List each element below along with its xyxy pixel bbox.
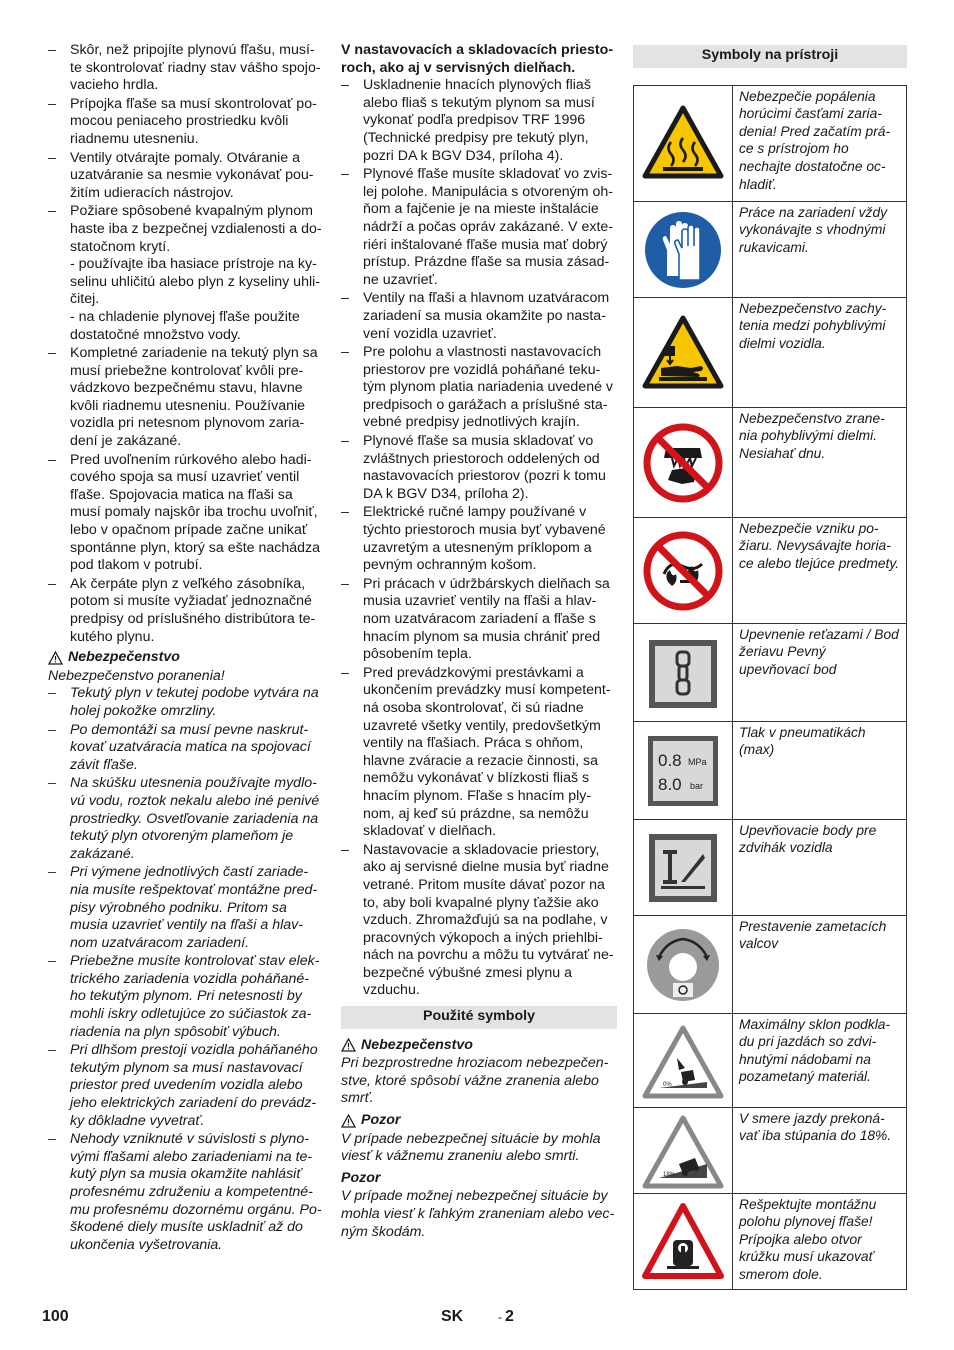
symbol-description: Prestavenie zametacích valcov: [733, 915, 907, 1013]
list-item: – Ventily otvárajte pomaly. Otváranie a uzatváranie sa nesmie vykonávať pou-žitím udieracích nástrojov.: [48, 150, 322, 203]
roller-adjust-icon: [645, 927, 721, 1003]
hand-crush-icon: [641, 314, 725, 390]
table-row: [634, 407, 907, 517]
table-row: [634, 1013, 907, 1107]
list-item: – Prípojka fľaše sa musí skontrolovať po-mocou peniaceho prostriedku kvôli riadnemu utesneniu.: [48, 96, 322, 149]
table-row: [634, 819, 907, 915]
fire-sub-instruction-1: - používajte iba hasiace prístroje na ky-selinu uhličitú alebo plyn z kyseliny uhli-čitej.: [70, 256, 320, 308]
warning-triangle-icon: [341, 1114, 356, 1128]
list-item: – Ak čerpáte plyn z veľkého zásobníka, potom si musíte vyžiadať jednoznačné predpisy od príslušného distribútora te-kutého plynu.: [48, 576, 322, 646]
list-item: – Pri dlhšom prestoji vozidla poháňaného tekutým plynom sa musí nastavovací priestor pred uvedením vozidla alebo jeho elektrických zariadení do prevádz-ky dôkladne vyvetrať.: [48, 1042, 322, 1130]
storage-list: [341, 77, 617, 1000]
symbols-table: [633, 85, 907, 1290]
storage-heading: V nastavovacích a skladovacích priesto-roch, ako aj v servisných dielňach.: [341, 42, 614, 76]
slope-18-icon: [641, 1114, 725, 1190]
symbol-description: Rešpektujte montážnu polohu plynovej fľaše! Prípojka alebo otvor krúžku musí ukazovať smerom dole.: [733, 1193, 907, 1289]
symbol-description: Nebezpečenstvo zrane-nia pohyblivými dielmi. Nesiahať dnu.: [733, 407, 907, 517]
section-number-block: [498, 1308, 514, 1327]
list-item: – Uskladnenie hnacích plynových fliaš alebo fliaš s tekutým plynom sa musí vykonať podľa predpisov TRF 1996 (Technické predpisy pre tekutý plyn, pozri DA k BGV D34, príloha 4).: [341, 77, 617, 165]
notice-symbol-heading: [341, 1170, 617, 1188]
symbol-description: Práce na zariadení vždy vykonávajte s vhodnými rukavicami.: [733, 201, 907, 297]
symbol-description: V smere jazdy prekoná-vať iba stúpania do 18%.: [733, 1107, 907, 1193]
section-number: 2: [505, 1308, 514, 1325]
table-row: [634, 517, 907, 623]
gas-bottle-position-icon: [641, 1202, 725, 1282]
list-item: – Kompletné zariadenie na tekutý plyn sa musí priebežne kontrolovať kvôli pre-vádzkovo bezpečnému stavu, hlavne kvôli riadnemu utesneniu. Používanie vozidla pri netesnom plynovom zaria-dení je zakázané.: [48, 345, 322, 451]
list-item: – Pred prevádzkovými prestávkami a ukončením prevádzky musí kompetent-ná osoba skontrolovať, či sú riadne uzavreté všetky ventily, predovšetkým ventily na fľašiach. Práca s ohňom, hlavne zváracie a rezacie činnosti, sa nemôžu vykonávať v blízkosti fliaš s hnacím plynom. Fľaše s hnacím ply-nom, aj keď sú prázdne, sa nemôžu skladovať v dielňach.: [341, 665, 617, 841]
hot-surface-icon: [641, 104, 725, 180]
list-item: – Skôr, než pripojíte plynovú fľašu, musí-te skontrolovať riadny stav vášho spojo-vacieho hrdla.: [48, 42, 322, 95]
section-dash: -: [498, 1310, 502, 1324]
list-item: – Priebežne musíte kontrolovať stav elek-trického zariadenia vozidla poháňané-ho tekutým plynom. Pri netesnosti by mohli iskry odletujúce zo súčiastok za-riadenia na plyn spôsobiť výbuch.: [48, 953, 322, 1041]
list-item: – Plynové fľaše sa musia skladovať vo zvláštnych priestoroch oddelených od nastavovacích priestorov (pozri k tomu DA k BGV D34, príloha 2).: [341, 433, 617, 503]
table-row: [634, 623, 907, 721]
pressure-mpa-value: 0.8: [658, 750, 682, 770]
column-3: [633, 42, 907, 1290]
used-symbols-heading: Použité symboly: [341, 1006, 617, 1029]
caution-symbol-label: Pozor: [361, 1112, 401, 1129]
list-item: – Nastavovacie a skladovacie priestory, ako aj servisné dielne musia byť riadne vetrané. Pritom musíte dávať pozor na to, aby boli kvapalné plyny ťažšie ako vzduch. Zhromažďujú sa na podlahe, v pracovných výkopoch a iných priehlbi-nách na povrchu a môžu tu vytvárať ne-bezpečné výbušné zmesi plynu a vzduchu.: [341, 842, 617, 1000]
list-item: – Tekutý plyn v tekutej podobe vytvára na holej pokožke omrzliny.: [48, 685, 322, 720]
danger-heading: [48, 649, 322, 667]
danger-symbol-label: Nebezpečenstvo: [361, 1036, 473, 1053]
tire-pressure-icon: [646, 734, 720, 808]
chain-icon: [647, 638, 719, 710]
caution-symbol-text: V prípade nebezpečnej situácie by mohla viesť k vážnemu zraneniu alebo smrti.: [341, 1130, 601, 1165]
symbol-description: Tlak v pneumatikách (max): [733, 721, 907, 819]
list-item: – Na skúšku utesnenia používajte mydlo-vú vodu, roztok nekalu alebo iné penivé prostriedky. Osvetľovanie zariadenia na tekutý plyn otvoreným plameňom je zakázané.: [48, 775, 322, 863]
symbol-description: Upevňovacie body pre zdvihák vozidla: [733, 819, 907, 915]
list-item: – Pre polohu a vlastnosti nastavovacích priestorov pre vozidlá poháňané teku-tým plynom platia nariadenia uvedené v predpisoch o garážach a príslušné sta-vebné predpisy jednotlivých krajín.: [341, 344, 617, 432]
pressure-mpa-unit: MPa: [688, 756, 707, 767]
list-item: – Elektrické ručné lampy používané v týchto priestoroch musia byť vybavené uzavretým a utesneným príklopom a pevným ochranným košom.: [341, 504, 617, 574]
symbol-description: Nebezpečie vzniku po-žiaru. Nevysávajte horia-ce alebo tlejúce predmety.: [733, 517, 907, 623]
list-item: – Po demontáži sa musí pevne naskrut-kovať uzatváracia matica na spojovací závit fľaše.: [48, 722, 322, 775]
table-row: [634, 721, 907, 819]
slope-sign-label: 18%: [663, 1171, 676, 1178]
list-item: – Nehody vzniknuté v súvislosti s plyno-vými fľašami alebo zariadeniami na te-kutý plyn sa musia okamžite nahlásiť profesnému združeniu a kompetentné-mu profesnému dozornému orgánu. Po-škodené diely musíte uskladniť až do ukončenia vyšetrovania.: [48, 1131, 322, 1254]
notice-symbol-text: V prípade možnej nebezpečnej situácie by mohla viesť k ľahkým zraneniam alebo vec-ným škodám.: [341, 1188, 615, 1240]
fire-sub-instruction-2: - na chladenie plynovej fľaše použite dostatočné množstvo vody.: [70, 308, 300, 343]
danger-symbol-heading: [341, 1037, 617, 1055]
table-row: [634, 1193, 907, 1289]
column-2: [341, 42, 617, 1245]
list-item: – Pri prácach v údržbárskych dielňach sa musia uzavrieť ventily na fľaši a hlav-nom uzatváracom zariadení a fľaše s hnacím plynom sa musia chrániť pred pôsobením tepla.: [341, 576, 617, 664]
page-number: 100: [42, 1308, 69, 1325]
gas-bottle-instructions-list: [48, 42, 322, 646]
gloves-icon: [643, 210, 723, 290]
device-symbols-heading: Symboly na prístroji: [633, 45, 907, 68]
danger-list: [48, 685, 322, 1254]
symbol-description: Maximálny sklon podkla-du pri jazdách so zdvi-hnutými nádobami na pozametaný materiál.: [733, 1013, 907, 1107]
list-item: – Ventily na fľaši a hlavnom uzatváracom zariadení sa musia okamžite po nasta-vení vozidla uzavrieť.: [341, 290, 617, 343]
pressure-bar-value: 8.0: [658, 774, 682, 794]
danger-symbol-text: Pri bezprostredne hroziacom nebezpečen-stve, ktoré spôsobí vážne zranenia alebo smrť.: [341, 1055, 609, 1107]
danger-intro: Nebezpečenstvo poranenia!: [48, 667, 225, 684]
jack-point-icon: [647, 832, 719, 904]
caution-symbol-heading: [341, 1112, 617, 1130]
list-item: – Pred uvoľnením rúrkového alebo hadi-cového spoja sa musí uzavrieť ventil fľaše. Spojovacia matica na fľaši sa musí pomaly najskôr iba trochu uvoľniť, lebo v opačnom prípade začne unikať spontánne plyn, ktorý sa ešte nachádza pod tlakom v potrubí.: [48, 452, 322, 575]
pressure-bar-unit: bar: [690, 780, 704, 791]
warning-triangle-icon: [341, 1038, 356, 1052]
warning-triangle-icon: [48, 651, 63, 665]
table-row: [634, 1107, 907, 1193]
list-item: – Plynové fľaše musíte skladovať vo zvis-lej polohe. Manipulácia s otvoreným oh-ňom a fajčenie je na mieste inštalácie nádrží a počas opráv zakázané. V exte-riéri inštalované fľaše musia mať dobrý prístup. Prázdne fľaše sa musia zásad-ne uzavrieť.: [341, 166, 617, 289]
list-item-fire: [48, 203, 322, 344]
symbol-description: Nebezpečie popálenia horúcimi časťami zaria-denia! Pred začatím prá-ce s prístrojom ho nechajte dostatočne oc-hladiť.: [733, 85, 907, 201]
slope-loaded-icon: [641, 1024, 725, 1100]
no-reach-in-icon: [642, 422, 724, 504]
notice-symbol-label: Pozor: [341, 1169, 381, 1186]
fire-instruction: Požiare spôsobené kvapalným plynom haste iba z bezpečnej vzdialenosti a do-statočnom krytí.: [70, 203, 322, 255]
table-row: [634, 915, 907, 1013]
symbol-description: Nebezpečenstvo zachy-tenia medzi pohyblivými dielmi vozidla.: [733, 297, 907, 407]
table-row: [634, 297, 907, 407]
list-item: – Pri výmene jednotlivých častí zariade-nia musíte rešpektovať montážne pred-pisy výrobného podniku. Pritom sa musia uzavrieť ventily na fľaši a hlav-nom uzatváracom zariadení.: [48, 864, 322, 952]
danger-heading-label: Nebezpečenstvo: [68, 649, 180, 666]
table-row: [634, 85, 907, 201]
symbol-description: Upevnenie reťazami / Bod žeriavu Pevný upevňovací bod: [733, 623, 907, 721]
no-burning-objects-icon: [642, 530, 724, 612]
language-code: SK: [441, 1308, 464, 1325]
slope-sign-label: 0%: [663, 1081, 672, 1088]
column-1: [48, 42, 322, 1255]
table-row: [634, 201, 907, 297]
